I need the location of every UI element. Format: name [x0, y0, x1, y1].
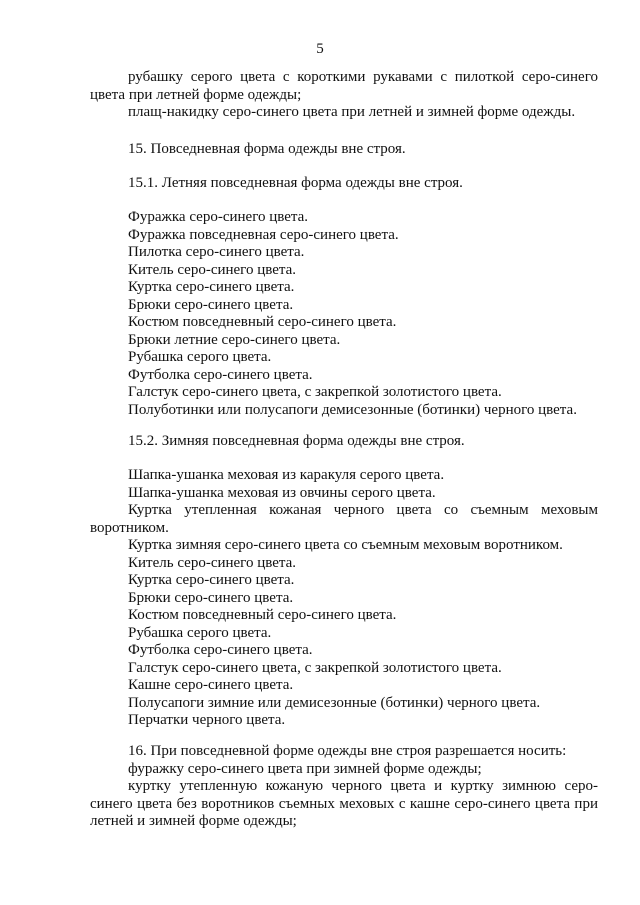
list-item: Пилотка серо-синего цвета.	[128, 244, 305, 260]
list-item: Костюм повседневный серо-синего цвета.	[128, 607, 397, 623]
list-item: Галстук серо-синего цвета, с закрепкой золотистого цвета.	[128, 384, 502, 400]
list-item: Брюки серо-синего цвета.	[128, 589, 294, 606]
section-15-2-heading-block	[90, 433, 598, 451]
list-item: Шапка-ушанка меховая из овчины серого цвета.	[128, 484, 436, 501]
section-16-block	[90, 743, 598, 831]
list-item: Футболка серо-синего цвета.	[128, 642, 313, 658]
section-16-paragraph-1: фуражку серо-синего цвета при зимней форме одежды;	[128, 760, 482, 777]
list-item: Шапка-ушанка меховая из каракуля серого цвета.	[128, 467, 445, 483]
list-item: Костюм повседневный серо-синего цвета.	[128, 314, 397, 330]
list-item: Полусапоги зимние или демисезонные (ботинки) черного цвета.	[128, 694, 541, 711]
list-item: Китель серо-синего цвета.	[128, 554, 297, 571]
list-item: Перчатки черного цвета.	[128, 712, 286, 728]
list-item: Галстук серо-синего цвета, с закрепкой золотистого цвета.	[128, 659, 502, 676]
list-item: Фуражка серо-синего цвета.	[128, 209, 309, 225]
list-item: Полуботинки или полусапоги демисезонные (ботинки) черного цвета.	[128, 401, 577, 418]
page-number: 5	[316, 41, 324, 57]
section-15-heading: 15. Повседневная форма одежды вне строя.	[128, 141, 406, 157]
list-item: Брюки летние серо-синего цвета.	[128, 331, 341, 348]
section-16-paragraph-2: куртку утепленную кожаную черного цвета и куртку зимнюю серо-синего цвета без воротников съемных меховых с кашне серо-синего цвета при летней и зимней форме одежды;	[90, 778, 598, 829]
list-item: Рубашка серого цвета.	[128, 624, 272, 641]
list-item: Куртка серо-синего цвета.	[128, 572, 295, 588]
summer-items-list	[90, 209, 598, 419]
intro-paragraph-2: плащ-накидку серо-синего цвета при летней и зимней форме одежды.	[128, 104, 576, 120]
list-item: Фуражка повседневная серо-синего цвета.	[128, 226, 399, 243]
list-item: Куртка утепленная кожаная черного цвета со съемным меховым воротником.	[90, 502, 598, 536]
intro-block	[90, 69, 598, 122]
section-15-1-heading-block	[90, 175, 598, 193]
section-15-1-heading: 15.1. Летняя повседневная форма одежды вне строя.	[128, 175, 463, 191]
section-15-2-heading: 15.2. Зимняя повседневная форма одежды вне строя.	[128, 433, 465, 449]
list-item: Брюки серо-синего цвета.	[128, 296, 294, 313]
winter-items-list	[90, 467, 598, 730]
list-item: Футболка серо-синего цвета.	[128, 366, 313, 383]
list-item: Кашне серо-синего цвета.	[128, 677, 294, 693]
intro-paragraph-1: рубашку серого цвета с короткими рукавами с пилоткой серо-синего цвета при летней форме одежды;	[90, 69, 598, 103]
list-item: Куртка серо-синего цвета.	[128, 279, 295, 295]
section-15-heading-block	[90, 141, 598, 159]
list-item: Куртка зимняя серо-синего цвета со съемным меховым воротником.	[128, 537, 563, 553]
section-16-heading: 16. При повседневной форме одежды вне строя разрешается носить:	[128, 743, 567, 759]
list-item: Рубашка серого цвета.	[128, 349, 272, 365]
list-item: Китель серо-синего цвета.	[128, 261, 297, 278]
